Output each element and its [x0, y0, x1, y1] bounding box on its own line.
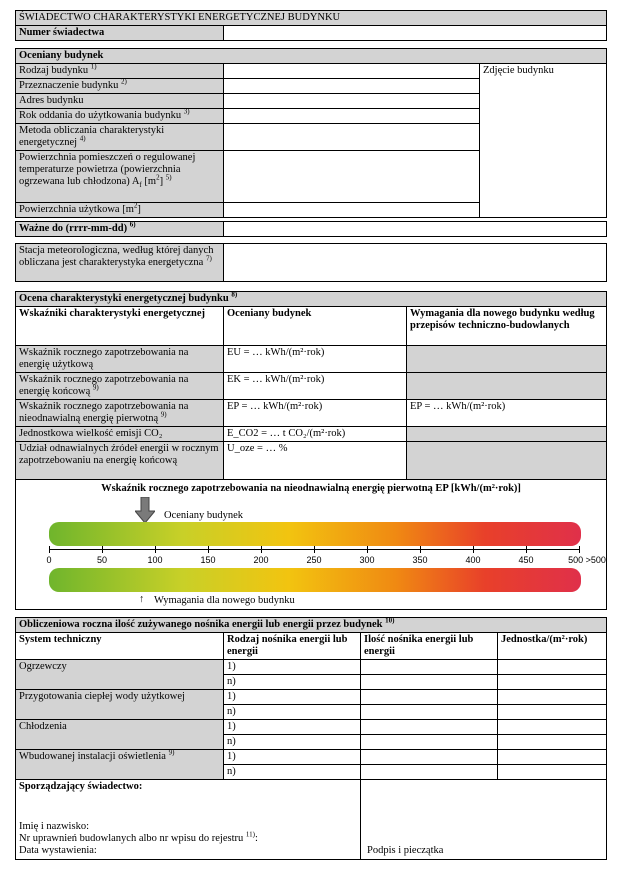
- lighting-carrier-n[interactable]: n): [224, 765, 361, 780]
- scale-tick: [579, 546, 580, 553]
- scale-tick-label: 500 >500: [568, 555, 606, 565]
- signature-cell[interactable]: [361, 780, 607, 860]
- heating-amount-n[interactable]: [361, 675, 498, 690]
- energy-consumption-header: Obliczeniowa roczna ilość zużywanego nośnika energii lub energii przez budynek $^{10)}$: [16, 618, 607, 633]
- col-unit: Jednostka/(m²·rok): [498, 633, 607, 660]
- building-type-field[interactable]: [224, 64, 480, 79]
- building-purpose-label: Przeznaczenie budynku $^{2)}$: [16, 79, 224, 94]
- title-block: [15, 10, 607, 41]
- energy-assessment-section: [15, 291, 607, 480]
- commissioning-year-label: Rok oddania do użytkowania budynku $^{3)}$: [16, 109, 224, 124]
- building-photo-area[interactable]: [480, 64, 607, 218]
- system-hot-water-label: Przygotowania ciepłej wody użytkowej: [16, 690, 224, 720]
- commissioning-year-field[interactable]: [224, 109, 480, 124]
- system-lighting-label: Wbudowanej instalacji oświetlenia $^{9)}$: [16, 750, 224, 780]
- heated-area-label: Powierzchnia pomieszczeń o regulowanej temperaturze powietrza (powierzchnia ogrzewana lub chłodzona) $A_f$ $[m^2]$ $^{5)}$: [16, 151, 224, 203]
- calculation-method-field[interactable]: [224, 124, 480, 151]
- ek-value[interactable]: EK = … kWh/(m²·rok): [224, 373, 407, 400]
- scale-tick-label: 200: [253, 555, 269, 565]
- document-title: ŚWIADECTWO CHARAKTERYSTYKI ENERGETYCZNEJ BUDYNKU: [16, 11, 607, 26]
- assessed-building-marker-label: Oceniany budynek: [164, 510, 244, 521]
- issuer-license-label: Nr uprawnień budowlanych albo nr wpisu do rejestru $^{11)}$:: [19, 830, 258, 844]
- scale-tick: [155, 546, 156, 553]
- certificate-number-label: Numer świadectwa: [16, 26, 224, 41]
- heating-amount-1[interactable]: [361, 660, 498, 675]
- energy-assessment-header: Ocena charakterystyki energetycznej budynku $^{8)}$: [16, 292, 607, 307]
- calculation-method-label: Metoda obliczania charakterystyki energetycznej $^{4)}$: [16, 124, 224, 151]
- cooling-carrier-1[interactable]: 1): [224, 720, 361, 735]
- usable-area-label: Powierzchnia użytkowa $[m^2]$: [16, 203, 224, 218]
- ep-value[interactable]: EP = … kWh/(m²·rok): [224, 400, 407, 427]
- hot-water-amount-1[interactable]: [361, 690, 498, 705]
- cooling-unit-n[interactable]: [498, 735, 607, 750]
- energy-consumption-section: [15, 617, 607, 780]
- eu-value[interactable]: EU = … kWh/(m²·rok): [224, 346, 407, 373]
- scale-tick-label: 400: [465, 555, 481, 565]
- usable-area-field[interactable]: [224, 203, 480, 218]
- hot-water-carrier-n[interactable]: n): [224, 705, 361, 720]
- col-technical-system: System techniczny: [16, 633, 224, 660]
- oze-label: Udział odnawialnych źródeł energii w rocznym zapotrzebowaniu na energię końcową: [16, 442, 224, 480]
- issuer-header: Sporządzający świadectwo:: [19, 781, 143, 792]
- hot-water-unit-n[interactable]: [498, 705, 607, 720]
- scale-tick: [473, 546, 474, 553]
- scale-tick-label: 300: [359, 555, 375, 565]
- co2-value[interactable]: E_CO2 = … t CO₂/(m²·rok): [224, 427, 407, 442]
- scale-tick: [261, 546, 262, 553]
- signature-label: Podpis i pieczątka: [367, 845, 444, 856]
- assessed-building-header: Oceniany budynek: [16, 49, 607, 64]
- co2-label: Jednostkowa wielkość emisji CO₂: [16, 427, 224, 442]
- issuer-name-label: Imię i nazwisko:: [19, 821, 89, 832]
- system-heating-label: Ogrzewczy: [16, 660, 224, 690]
- heating-unit-n[interactable]: [498, 675, 607, 690]
- scale-tick: [49, 546, 50, 553]
- up-arrow-icon: ↑: [139, 594, 145, 605]
- building-photo-label: Zdjęcie budynku: [483, 65, 554, 76]
- lighting-amount-n[interactable]: [361, 765, 498, 780]
- system-cooling-label: Chłodzenia: [16, 720, 224, 750]
- scale-tick: [420, 546, 421, 553]
- eu-label: Wskaźnik rocznego zapotrzebowania na energię użytkową: [16, 346, 224, 373]
- lighting-carrier-1[interactable]: 1): [224, 750, 361, 765]
- hot-water-carrier-1[interactable]: 1): [224, 690, 361, 705]
- col-indicators: Wskaźniki charakterystyki energetycznej: [16, 307, 224, 346]
- scale-tick-label: 350: [412, 555, 428, 565]
- cooling-amount-n[interactable]: [361, 735, 498, 750]
- ep-scale-bar-bottom: [49, 568, 581, 592]
- col-carrier-amount: Ilość nośnika energii lub energii: [361, 633, 498, 660]
- ep-scale-title: Wskaźnik rocznego zapotrzebowania na nieodnawialną energię pierwotną EP [kWh/(m²·rok)]: [101, 483, 521, 494]
- scale-tick-label: 100: [147, 555, 163, 565]
- valid-until-label: Ważne do (rrrr-mm-dd) $^{6)}$: [16, 222, 224, 237]
- down-arrow-icon: [135, 497, 155, 523]
- oze-value[interactable]: U_oze = … %: [224, 442, 407, 480]
- ep-label: Wskaźnik rocznego zapotrzebowania na nieodnawialną energię pierwotną $^{9)}$: [16, 400, 224, 427]
- hot-water-amount-n[interactable]: [361, 705, 498, 720]
- scale-tick: [526, 546, 527, 553]
- weather-station-label: Stacja meteorologiczna, według której danych obliczana jest charakterystyka energetyczna $^{7)}$: [16, 244, 224, 282]
- scale-tick-label: 250: [306, 555, 322, 565]
- new-building-marker-label: Wymagania dla nowego budynku: [154, 595, 295, 606]
- heating-carrier-n[interactable]: n): [224, 675, 361, 690]
- oze-requirement: [407, 442, 607, 480]
- building-address-field[interactable]: [224, 94, 480, 109]
- ek-requirement: [407, 373, 607, 400]
- valid-until-field[interactable]: [224, 222, 607, 237]
- issuer-section: [15, 779, 607, 860]
- weather-station-field[interactable]: [224, 244, 607, 282]
- ep-scale: [15, 480, 607, 610]
- scale-tick: [367, 546, 368, 553]
- scale-tick-label: 50: [96, 555, 108, 565]
- eu-requirement: [407, 346, 607, 373]
- scale-tick: [102, 546, 103, 553]
- cooling-carrier-n[interactable]: n): [224, 735, 361, 750]
- co2-requirement: [407, 427, 607, 442]
- valid-until-section: [15, 221, 607, 237]
- scale-tick-label: 150: [200, 555, 216, 565]
- ek-label: Wskaźnik rocznego zapotrzebowania na energię końcową $^{9)}$: [16, 373, 224, 400]
- ep-requirement[interactable]: EP = … kWh/(m²·rok): [407, 400, 607, 427]
- lighting-amount-1[interactable]: [361, 750, 498, 765]
- heated-area-field[interactable]: [224, 151, 480, 203]
- col-assessed-building: Oceniany budynek: [224, 307, 407, 346]
- hot-water-unit-1[interactable]: [498, 690, 607, 705]
- heating-carrier-1[interactable]: 1): [224, 660, 361, 675]
- col-carrier-type: Rodzaj nośnika energii lub energii: [224, 633, 361, 660]
- lighting-unit-1[interactable]: [498, 750, 607, 765]
- building-purpose-field[interactable]: [224, 79, 480, 94]
- scale-tick-label: 0: [46, 555, 52, 565]
- building-type-label: Rodzaj budynku $^{1)}$: [16, 64, 224, 79]
- heating-unit-1[interactable]: [498, 660, 607, 675]
- weather-station-section: [15, 243, 607, 282]
- assessed-building-section: [15, 48, 607, 218]
- issuer-details-cell[interactable]: [16, 780, 361, 860]
- cooling-amount-1[interactable]: [361, 720, 498, 735]
- certificate-number-field[interactable]: [224, 26, 607, 41]
- cooling-unit-1[interactable]: [498, 720, 607, 735]
- scale-tick: [208, 546, 209, 553]
- lighting-unit-n[interactable]: [498, 765, 607, 780]
- issue-date-label: Data wystawienia:: [19, 845, 97, 856]
- col-new-building-requirements: Wymagania dla nowego budynku według przepisów techniczno-budowlanych: [407, 307, 607, 346]
- ep-scale-bar-top: [49, 522, 581, 546]
- scale-tick: [314, 546, 315, 553]
- building-address-label: Adres budynku: [16, 94, 224, 109]
- scale-tick-label: 450: [518, 555, 534, 565]
